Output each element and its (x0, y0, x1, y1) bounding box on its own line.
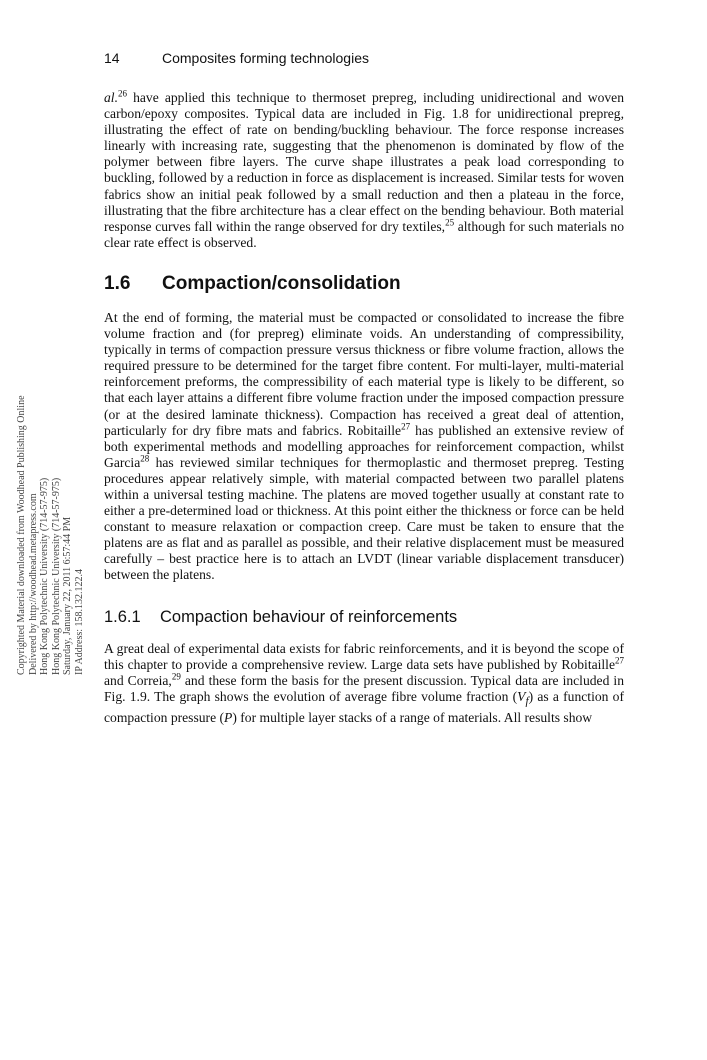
symbol-p: P (224, 709, 233, 725)
paragraph-bending-behaviour (104, 90, 624, 251)
subsection-number: 1.6.1 (104, 607, 141, 626)
reference-marker: 25 (445, 217, 455, 228)
subsection-title: Compaction behaviour of reinforcements (160, 607, 458, 626)
reference-marker: 27 (401, 421, 411, 432)
paragraph-text: has reviewed similar techniques for thermoplastic and thermoset prepreg. Testing procedures appear relatively simple, with material compacted between two parallel platens within a universal testing machine. The platens are moved together usually at constant rate to either a pre-determined load or thickness. At this point either the thickness or force can be held constant to measure relaxation or compaction creep. Care must be taken to ensure that the platens are as flat and as parallel as possible, and their relative displacement must be measured carefully – best practice here is to attach an LVDT (linear variable displacement transducer) between the platens. (104, 454, 624, 583)
running-header (104, 50, 369, 66)
symbol-f: f (525, 695, 529, 708)
sidebar-line: Saturday, January 22, 2011 6:57:44 PM (62, 516, 74, 675)
paragraph-text: ) as a function of compaction pressure ( (104, 688, 624, 725)
symbol-v: V (517, 688, 526, 704)
paragraph-text: A great deal of experimental data exists for fabric reinforcements, and it is beyond the scope of this chapter to provide a comprehensive review. Large data sets have published by Robitaille (104, 640, 624, 672)
reference-marker: 26 (117, 88, 127, 99)
main-content (104, 90, 624, 726)
paragraph-text: although for such materials no clear rate effect is observed. (104, 218, 625, 250)
paragraph-text: and Correia, (104, 672, 172, 688)
sidebar-line: Hong Kong Polytechnic University (714-57-975) (39, 477, 51, 675)
sidebar-line: Hong Kong Polytechnic University (714-57-975) (50, 477, 62, 675)
sidebar-line: IP Address: 158.132.122.4 (73, 568, 85, 675)
running-title: Composites forming technologies (162, 50, 369, 66)
paragraph-text: ) for multiple layer stacks of a range of materials. All results show (232, 709, 593, 725)
copyright-sidebar (16, 395, 86, 675)
section-number: 1.6 (104, 272, 131, 294)
paragraph-text: have applied this technique to thermoset prepreg, including unidirectional and woven carbon/epoxy composites. Typical data are included in Fig. 1.8 for unidirectional prepreg, illustrating the effect of rate on bending/buckling behaviour. The force response increases linearly with increasing rate, suggesting that the phenomenon is dominated by flow of the polymer between fibre layers. The curve shape illustrates a peak load corresponding to buckling, followed by a reduction in force as displacement is increased. Similar tests for woven fabrics show an initial peak followed by a small reduction and then a plateau in the force, illustrating that the fibre architecture has a clear effect on the bending behaviour. Both material response curves fall within the range observed for dry textiles, (104, 90, 624, 234)
citation-etal: al. (104, 90, 118, 105)
paragraph-text: At the end of forming, the material must be compacted or consolidated to increase the fibre volume fraction and (for prepreg) eliminate voids. An understanding of compressibility, typically in terms of compaction pressure versus thickness or fibre volume fraction, allows the required pressure to be determined for the target fibre content. For multi-layer, multi-material reinforcement preforms, the compressibility of each material type is likely to be different, so that each layer attains a different fibre volume fraction under the imposed compaction pressure (or at the desired laminate thickness). Compaction has received a great deal of attention, particularly for dry fibre mats and fabrics. Robitaille (104, 309, 624, 438)
section-heading (104, 273, 624, 295)
paragraph-text: has published an extensive review of both experimental methods and modelling approaches for reinforcement compaction, whilst Garcia (104, 422, 624, 470)
sidebar-line: Delivered by http://woodhead.metapress.com (27, 493, 39, 675)
reference-marker: 27 (615, 655, 624, 666)
reference-marker: 28 (140, 453, 150, 464)
page-number: 14 (104, 50, 120, 66)
paragraph-compaction (104, 310, 624, 584)
sidebar-line: Copyrighted Material downloaded from Woodhead Publishing Online (16, 395, 27, 675)
reference-marker: 29 (171, 671, 181, 682)
section-title: Compaction/consolidation (162, 272, 401, 294)
paragraph-text: and these form the basis for the present discussion. Typical data are included in Fig. 1.9. The graph shows the evolution of average fibre volume fraction ( (104, 672, 624, 704)
paragraph-reinforcements (104, 641, 624, 726)
subsection-heading (104, 607, 624, 627)
